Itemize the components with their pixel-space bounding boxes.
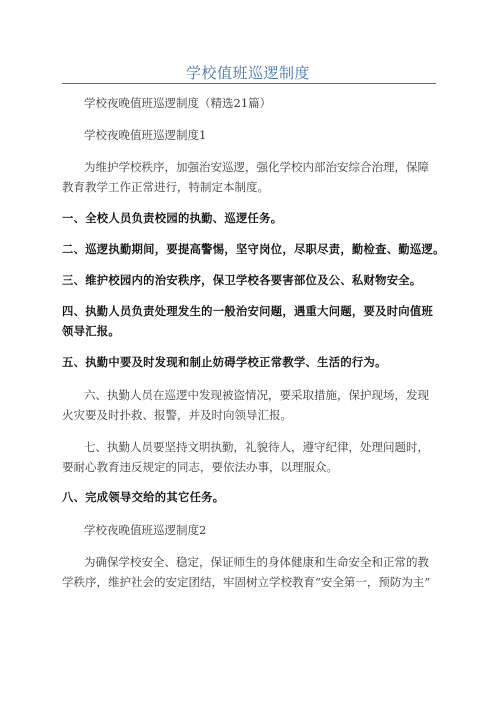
section-heading-2: 学校夜晚值班巡逻制度2: [84, 523, 207, 537]
rule-item-5: 五、执勤中要及时发现和制止妨碍学校正常教学、生活的行为。: [62, 356, 387, 369]
document-subtitle: 学校夜晚值班巡逻制度（精选21篇）: [84, 96, 272, 110]
section-heading-1: 学校夜晚值班巡逻制度1: [84, 128, 207, 142]
paragraph-line: 教育教学工作正常进行，特制定本制度。: [62, 180, 269, 194]
rule-item-6: 六、执勤人员在巡逻中发现被盗情况，要采取措施，保护现场，发现: [84, 388, 429, 402]
rule-item-2: 二、巡逻执勤期间，要提高警惕，坚守岗位，尽职尽责，勤检查、勤巡逻。: [62, 243, 445, 256]
rule-item-8: 八、完成领导交给的其它任务。: [62, 491, 225, 504]
paragraph-line: 学秩序，维护社会的安定团结，牢固树立学校教育“安全第一，预防为主”: [62, 575, 431, 589]
paragraph-line: 为维护学校秩序，加强治安巡逻，强化学校内部治安综合治理，保障: [84, 160, 429, 174]
rule-item-6-cont: 火灾要及时扑救、报警，并及时向领导汇报。: [62, 408, 292, 422]
document-title: 学校值班巡逻制度: [185, 64, 310, 82]
rule-item-1: 一、全校人员负责校园的执勤、巡逻任务。: [62, 212, 283, 225]
rule-item-7-cont: 要耐心教育违反规定的同志，要依法办事，以理服众。: [62, 460, 338, 474]
rule-item-3: 三、维护校园内的治安秩序，保卫学校各要害部位及公、私财物安全。: [62, 274, 422, 287]
rule-item-4: 四、执勤人员负责处理发生的一般治安问题，遇重大问题，要及时向值班: [62, 305, 434, 318]
rule-item-7: 七、执勤人员要坚持文明执勤，礼貌待人，遵守纪律，处理问题时，: [84, 440, 429, 454]
rule-item-4-cont: 领导汇报。: [62, 325, 120, 338]
paragraph-line: 为确保学校安全、稳定，保证师生的身体健康和生命安全和正常的教: [84, 555, 429, 569]
title-underline: [62, 83, 436, 84]
